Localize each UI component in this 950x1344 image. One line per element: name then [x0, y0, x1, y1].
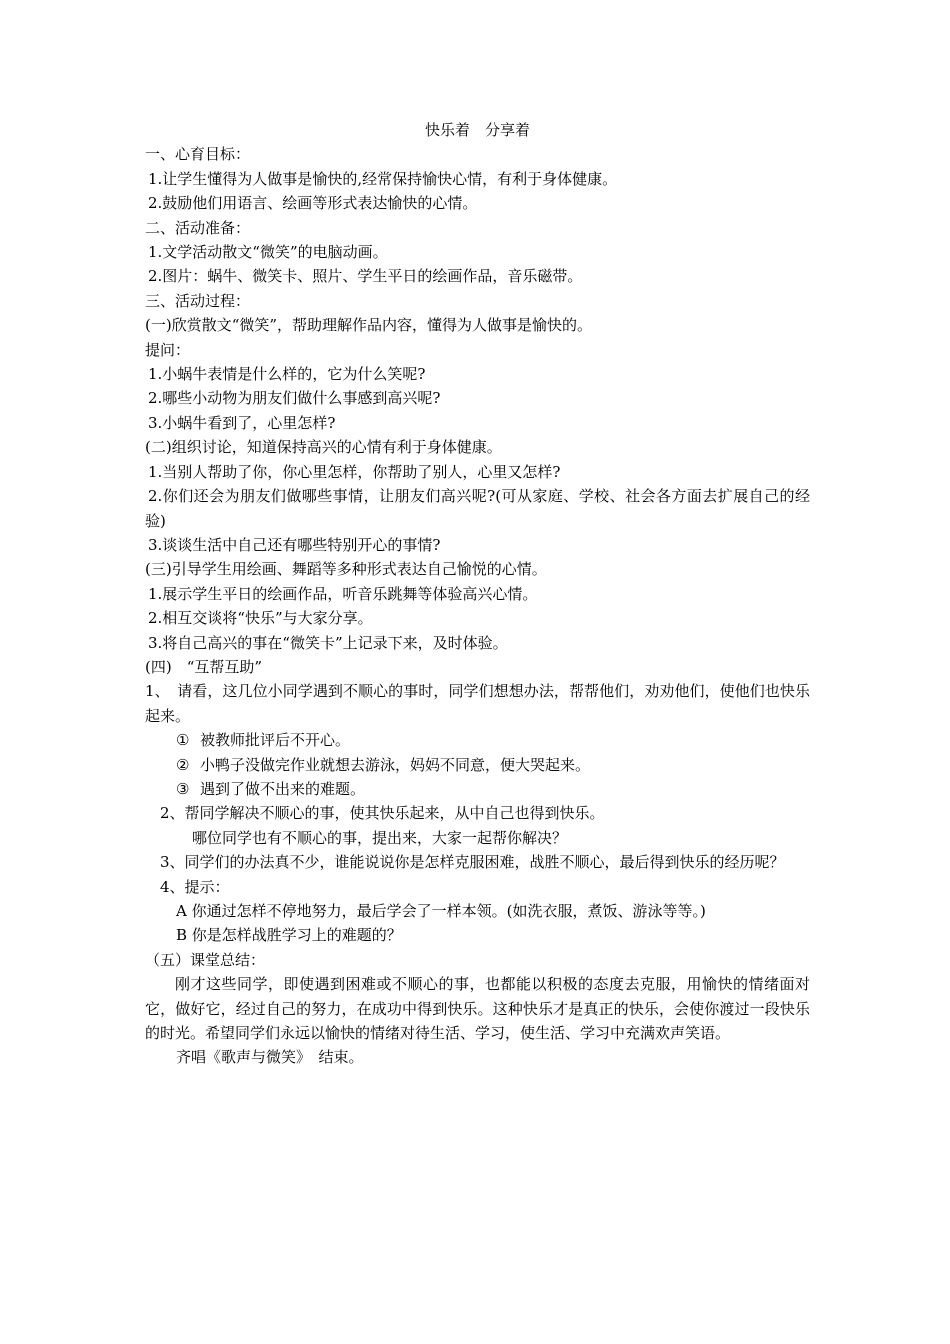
- expression-item-3: 3.将自己高兴的事在“微笑卡”上记录下来，及时体验。: [148, 633, 508, 652]
- summary-paragraph: 刚才这些同学，即使遇到困难或不顺心的事，也都能以积极的态度去克服，用愉快的情绪面对它，做好它，经过自己的努力，在成功中得到快乐。这种快乐才是真正的快乐，会使你渡过一段快乐的时光。希望同学们永远以愉快的情绪对待生活、学习，使生活、学习中充满欢声笑语。: [145, 975, 810, 1043]
- document-body: [145, 118, 810, 1070]
- help-item-1: 1、 请看，这几位小同学遇到不顺心的事时，同学们想想办法，帮帮他们，劝劝他们，使他们也快乐起来。: [145, 682, 810, 725]
- process-part-1: (一)欣赏散文“微笑”，帮助理解作品内容，懂得为人做事是愉快的。: [145, 316, 593, 335]
- process-part-5: （五）课堂总结：: [145, 950, 266, 969]
- help-item-2: 2、帮同学解决不顺心的事，使其快乐起来，从中自己也得到快乐。: [160, 804, 605, 823]
- discussion-item-1: 1.当别人帮助了你，你心里怎样，你帮助了别人，心里又怎样?: [148, 462, 561, 481]
- help-item-4: 4、提示：: [160, 877, 230, 896]
- goal-item-1: 1.让学生懂得为人做事是愉快的,经常保持愉快心情，有利于身体健康。: [148, 169, 618, 188]
- discussion-item-2: 2.你们还会为朋友们做哪些事情，让朋友们高兴呢?(可从家庭、学校、社会各方面去扩展自己的经验): [145, 487, 810, 530]
- section-heading-process: 三、活动过程：: [145, 291, 251, 310]
- scenario-item-2: [145, 753, 810, 777]
- help-item-3: 3、同学们的办法真不少，谁能说说你是怎样克服困难，战胜不顺心，最后得到快乐的经历呢？: [160, 853, 785, 872]
- question-item-3: 3.小蜗牛看到了，心里怎样?: [148, 413, 336, 432]
- help-item-2-prompt: 哪位同学也有不顺心的事，提出来，大家一起帮你解决？: [192, 828, 568, 847]
- process-part-3: (三)引导学生用绘画、舞蹈等多种形式表达自己愉悦的心情。: [145, 560, 547, 579]
- scenario-marker-2: ②: [176, 755, 190, 774]
- hint-b: B 你是怎样战胜学习上的难题的？: [176, 926, 402, 945]
- question-item-2: 2.哪些小动物为朋友们做什么事感到高兴呢?: [148, 389, 441, 408]
- closing-line: 齐唱《歌声与微笑》 结束。: [176, 1048, 364, 1067]
- preparation-item-1: 1.文学活动散文“微笑”的电脑动画。: [148, 243, 388, 262]
- section-heading-goals: 一、心育目标：: [145, 145, 251, 164]
- process-part-4: (四) “互帮互助”: [145, 657, 263, 676]
- scenario-marker-3: ③: [176, 779, 190, 798]
- process-part-2: (二)组织讨论，知道保持高兴的心情有利于身体健康。: [145, 438, 502, 457]
- expression-item-2: 2.相互交谈将“快乐”与大家分享。: [148, 609, 373, 628]
- document-title: 快乐着 分享着: [424, 121, 530, 139]
- scenario-text-3: 遇到了做不出来的难题。: [200, 779, 366, 798]
- scenario-item-3: [145, 777, 810, 801]
- scenario-item-1: [145, 728, 810, 752]
- scenario-text-1: 被教师批评后不开心。: [200, 731, 351, 750]
- questions-label: 提问：: [145, 340, 191, 359]
- discussion-item-3: 3.谈谈生活中自己还有哪些特别开心的事情?: [148, 535, 441, 554]
- scenario-text-2: 小鸭子没做完作业就想去游泳，妈妈不同意，便大哭起来。: [200, 755, 591, 774]
- section-heading-preparation: 二、活动准备：: [145, 218, 251, 237]
- hint-a: A 你通过怎样不停地努力，最后学会了一样本领。(如洗衣服，煮饭、游泳等等。): [176, 902, 706, 920]
- scenario-marker-1: ①: [176, 731, 190, 750]
- preparation-item-2: 2.图片：蜗牛、微笑卡、照片、学生平日的绘画作品，音乐磁带。: [148, 267, 583, 286]
- expression-item-1: 1.展示学生平日的绘画作品，听音乐跳舞等体验高兴心情。: [148, 584, 538, 603]
- goal-item-2: 2.鼓励他们用语言、绘画等形式表达愉快的心情。: [148, 194, 478, 213]
- question-item-1: 1.小蜗牛表情是什么样的，它为什么笑呢?: [148, 365, 426, 384]
